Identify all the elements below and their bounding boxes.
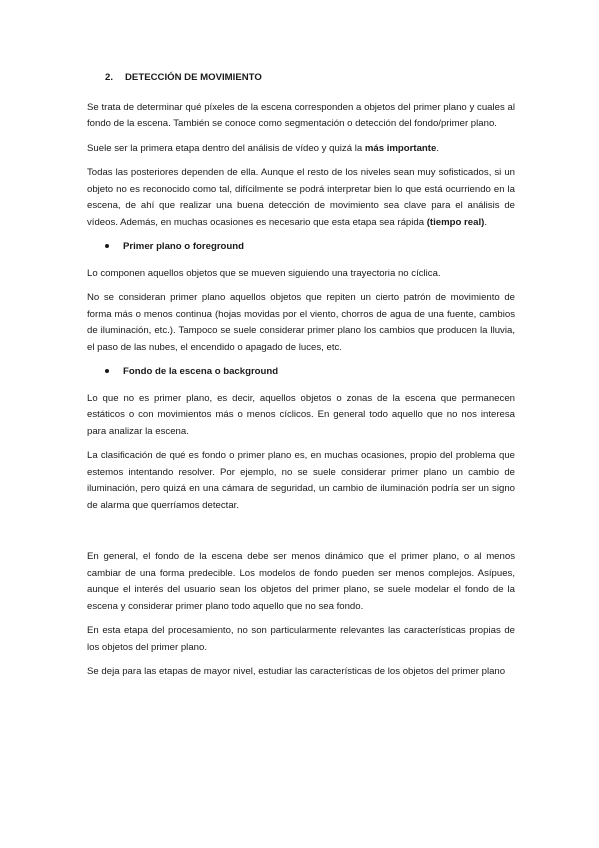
bullet-dot-icon — [105, 244, 109, 248]
paragraph-first-stage-text: Suele ser la primera etapa dentro del análisis de vídeo y quizá la — [87, 142, 365, 154]
bullet-background-label: Fondo de la escena o background — [123, 366, 279, 377]
emphasis-real-time: (tiempo real) — [426, 216, 485, 228]
paragraph-dependencies — [87, 165, 515, 231]
section-number: 2. — [105, 72, 114, 83]
paragraph-dependencies-end: . — [484, 216, 487, 228]
paragraph-background-model: En general, el fondo de la escena debe ser menos dinámico que el primer plano, o al menos cambiar de una forma predecible. Los modelos de fondo pueden ser menos complejos. Asípues, aunque el interés del usuario sean los objetos del primer plano, se suele modelar el fondo de la escena y considerar primer plano todo aquello que no sea fondo. — [87, 551, 515, 612]
paragraph-dependencies-text: Todas las posteriores dependen de ella. Aunque el resto de los niveles sean muy sofisticados, si un objeto no es reconocido como tal, difícilmente se podrá interpretar bien lo que está ocurriendo en la escena, de ahí que realizar una buena detección de movimiento sea clave para el análisis de vídeos. Además, en muchas ocasiones es necesario que esta etapa sea rápida — [87, 167, 515, 228]
section-heading — [105, 70, 515, 87]
spacer — [87, 522, 515, 549]
paragraph-first-stage-end: . — [436, 142, 439, 154]
bullet-background — [105, 364, 515, 381]
document-body — [87, 70, 515, 689]
paragraph-foreground-def: Lo componen aquellos objetos que se mueven siguiendo una trayectoria no cíclica. — [87, 267, 441, 279]
paragraph-higher-levels: Se deja para las etapas de mayor nivel, estudiar las características de los objetos del primer plano — [87, 666, 506, 677]
paragraph-background-def: Lo que no es primer plano, es decir, aquellos objetos o zonas de la escena que permanecen estáticos o con movimientos más o menos cíclicos. En general todo aquello que no nos interesa para analizar la escena. — [87, 392, 515, 437]
paragraph-foreground-exclusions: No se consideran primer plano aquellos objetos que repiten un cierto patrón de movimiento de forma más o menos continua (hojas movidas por el viento, chorros de agua de una fuente, cambios de iluminación, etc.). Tampoco se suele considerar primer plano los cambios que producen la lluvia, el paso de las nubes, el encendido o apagado de luces, etc. — [87, 292, 515, 353]
emphasis-most-important: más importante — [364, 142, 437, 154]
bullet-foreground — [105, 239, 515, 256]
paragraph-first-stage — [87, 141, 515, 158]
paragraph-processing-stage: En esta etapa del procesamiento, no son particularmente relevantes las características propias de los objetos del primer plano. — [87, 625, 515, 653]
bullet-foreground-label: Primer plano o foreground — [123, 241, 244, 252]
paragraph-classification: La clasificación de qué es fondo o primer plano es, en muchas ocasiones, propio del problema que estemos intentando resolver. Por ejemplo, no se suele considerar primer plano un cambio de iluminación, pero quizá en una cámara de seguridad, un cambio de iluminación podría ser un signo de alarma que querríamos detectar. — [87, 450, 515, 511]
bullet-dot-icon — [105, 369, 109, 373]
paragraph-definition: Se trata de determinar qué píxeles de la escena corresponden a objetos del primer plano y cuales al fondo de la escena. También se conoce como segmentación o detección del fondo/primer plano. — [87, 101, 515, 129]
section-title: DETECCIÓN DE MOVIMIENTO — [125, 72, 262, 83]
